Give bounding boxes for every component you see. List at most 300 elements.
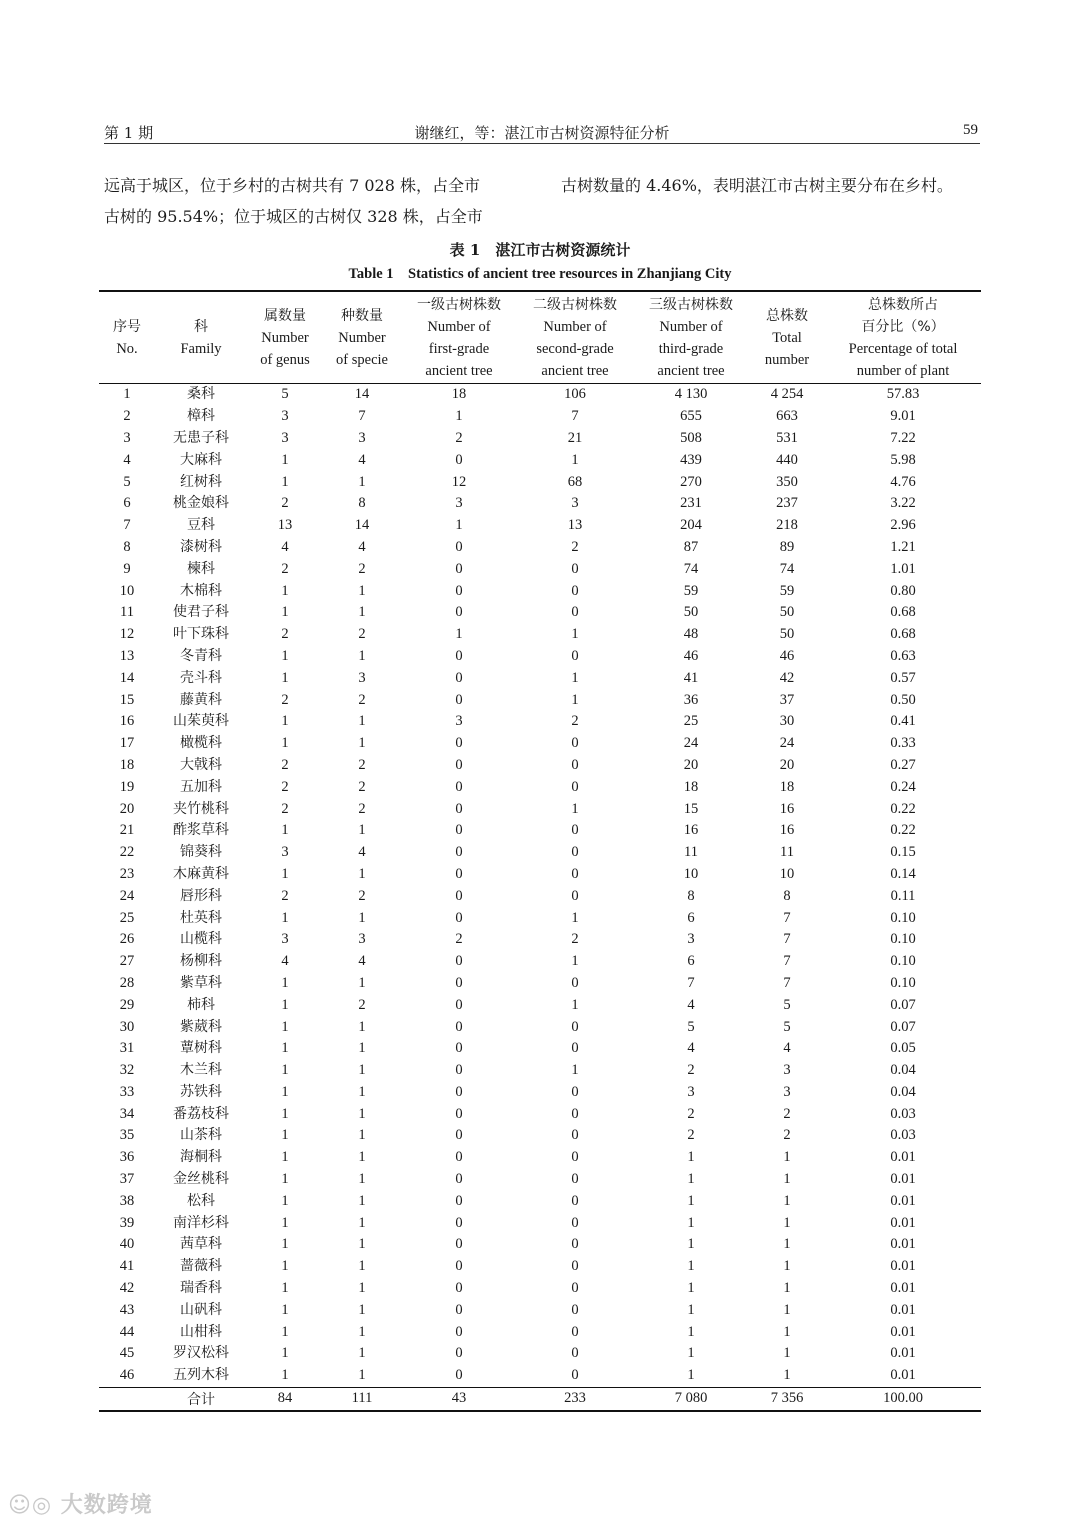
table-cell: 6 [687, 953, 695, 970]
table-cell: 无患子科 [173, 429, 229, 446]
table-cell: 木兰科 [180, 1062, 222, 1079]
table-cell: 7 [783, 974, 791, 991]
table-cell: 3 [783, 1062, 791, 1079]
table-cell: 0.07 [890, 996, 916, 1013]
table-cell: 1.21 [890, 538, 916, 555]
table-row [99, 798, 981, 820]
table-total-row [99, 1387, 981, 1411]
table-cell: 39 [119, 1214, 135, 1231]
table-cell: 蕈树科 [180, 1040, 222, 1057]
table-cell: 1 [571, 996, 579, 1013]
table-cell: 5 [687, 1018, 695, 1035]
table-cell: 1 [281, 473, 289, 490]
table-cell: 25 [683, 713, 699, 730]
table-cell: 0.05 [890, 1040, 916, 1057]
table-cell: 1 [783, 1301, 791, 1318]
table-cell: 五列木科 [173, 1367, 229, 1384]
table-cell: 15 [119, 691, 135, 708]
table-cell: 2 [687, 1062, 695, 1079]
table-cell: 紫葳科 [180, 1018, 222, 1035]
table-cell: 0 [455, 1345, 463, 1362]
table-row [99, 537, 981, 559]
column-header-line: 一级古树株数 [417, 297, 501, 313]
column-header [401, 291, 517, 384]
table-cell: 0.01 [890, 1345, 916, 1362]
table-cell: 33 [119, 1083, 135, 1100]
table-cell: 0.01 [890, 1367, 916, 1384]
table-cell: 2 [281, 887, 289, 904]
table-cell: 1 [281, 1214, 289, 1231]
table-cell: 3 [358, 669, 366, 686]
total-cell: 233 [517, 1387, 633, 1411]
table-cell: 1 [687, 1367, 695, 1384]
table-cell: 5 [281, 386, 289, 403]
table-cell: 0 [455, 1171, 463, 1188]
table-cell: 50 [779, 604, 795, 621]
table-cell: 13 [277, 517, 293, 534]
table-cell: 桃金娘科 [173, 495, 229, 512]
table-cell: 0.03 [890, 1105, 916, 1122]
table-cell: 1 [571, 691, 579, 708]
table-cell: 1 [358, 909, 366, 926]
table-cell: 350 [776, 473, 798, 490]
table-cell: 11 [120, 604, 134, 621]
column-header-line: ancient tree [657, 363, 725, 379]
table-cell: 苏铁科 [180, 1083, 222, 1100]
table-cell: 4 [123, 451, 131, 468]
table-cell: 1 [358, 604, 366, 621]
table-cell: 2 [281, 756, 289, 773]
table-cell: 1 [687, 1323, 695, 1340]
table-cell: 柿科 [187, 996, 215, 1013]
table-cell: 2 [687, 1127, 695, 1144]
table-cell: 8 [783, 887, 791, 904]
table-row [99, 667, 981, 689]
table-cell: 1 [358, 822, 366, 839]
table-cell: 42 [779, 669, 795, 686]
table-row [99, 384, 981, 406]
table-cell: 0.01 [890, 1192, 916, 1209]
table-cell: 1 [281, 1018, 289, 1035]
table-cell: 10 [119, 582, 135, 599]
table-cell: 3 [281, 844, 289, 861]
table-cell: 25 [119, 909, 135, 926]
table-cell: 1 [687, 1345, 695, 1362]
table-cell: 1 [358, 1105, 366, 1122]
table-cell: 1 [281, 822, 289, 839]
table-row [99, 1060, 981, 1082]
table-cell: 15 [683, 800, 699, 817]
table-cell: 24 [119, 887, 135, 904]
table-cell: 7 [123, 517, 131, 534]
text-line: 古树数量的 4.46%，表明湛江市古树主要分布在乡村。 [561, 176, 953, 195]
table-row [99, 842, 981, 864]
table-cell: 0.68 [890, 604, 916, 621]
table-row [99, 755, 981, 777]
table-cell: 0.22 [890, 800, 916, 817]
table-cell: 20 [119, 800, 135, 817]
table-cell: 0 [571, 1258, 579, 1275]
table-cell: 4 [687, 1040, 695, 1057]
table-cell: 0 [455, 1018, 463, 1035]
table-cell: 1 [281, 1171, 289, 1188]
total-cell: 111 [323, 1387, 401, 1411]
table-cell: 0.50 [890, 691, 916, 708]
table-cell: 木棉科 [180, 582, 222, 599]
table-cell: 16 [779, 822, 795, 839]
table-cell: 0 [455, 691, 463, 708]
total-cell: 7 080 [633, 1387, 749, 1411]
table-cell: 0.01 [890, 1323, 916, 1340]
table-cell: 酢浆草科 [173, 822, 229, 839]
table-cell: 0.27 [890, 756, 916, 773]
table-cell: 0 [571, 974, 579, 991]
column-header-line: 序号 [113, 319, 141, 335]
table-cell: 五加科 [180, 778, 222, 795]
table-cell: 18 [119, 756, 135, 773]
table-cell: 大戟科 [180, 756, 222, 773]
table-cell: 0 [455, 1192, 463, 1209]
table-cell: 38 [119, 1192, 135, 1209]
table-cell: 1 [783, 1236, 791, 1253]
table-cell: 1 [571, 451, 579, 468]
table-cell: 0 [571, 1149, 579, 1166]
table-cell: 663 [776, 408, 798, 425]
table-cell: 1 [281, 713, 289, 730]
table-cell: 0 [571, 1214, 579, 1231]
table-cell: 26 [119, 931, 135, 948]
table-cell: 24 [683, 735, 699, 752]
table-cell: 1 [358, 1367, 366, 1384]
column-header-line: second-grade [536, 341, 614, 357]
table-caption-cn: 表 1 湛江市古树资源统计 [449, 241, 631, 259]
table-cell: 237 [776, 495, 798, 512]
table-cell: 27 [119, 953, 135, 970]
table-cell: 1 [281, 669, 289, 686]
table-cell: 7 [783, 909, 791, 926]
column-header-line: Number of [427, 319, 491, 335]
table-cell: 3 [687, 1083, 695, 1100]
table-cell: 14 [354, 517, 370, 534]
table-cell: 1 [281, 1127, 289, 1144]
table-cell: 0 [571, 756, 579, 773]
table-cell: 0.04 [890, 1062, 916, 1079]
table-cell: 1 [571, 669, 579, 686]
table-cell: 1 [281, 865, 289, 882]
table-row [99, 1082, 981, 1104]
table-row [99, 1169, 981, 1191]
watermark-text: 大数跨境 [60, 1493, 153, 1518]
table-cell: 1 [571, 909, 579, 926]
watermark-logo-icon: ☺◎ [8, 1493, 61, 1518]
table-cell: 0.63 [890, 647, 916, 664]
table-cell: 0 [455, 538, 463, 555]
table-cell: 1 [358, 647, 366, 664]
table-cell: 10 [779, 865, 795, 882]
column-header-line: Total [772, 330, 802, 346]
table-cell: 89 [779, 538, 795, 555]
table-cell: 杨柳科 [180, 953, 222, 970]
table-row [99, 1234, 981, 1256]
table-cell: 0 [455, 1105, 463, 1122]
table-cell: 2 [571, 931, 579, 948]
table-cell: 0.10 [890, 974, 916, 991]
table-row [99, 558, 981, 580]
table-cell: 42 [119, 1280, 135, 1297]
table-cell: 0 [455, 582, 463, 599]
table-cell: 1 [455, 517, 463, 534]
table-cell: 14 [354, 386, 370, 403]
table-cell: 41 [683, 669, 699, 686]
table-cell: 0 [571, 844, 579, 861]
table-cell: 1 [358, 735, 366, 752]
table-cell: 1 [358, 582, 366, 599]
column-header-line: ancient tree [541, 363, 609, 379]
table-cell: 4 130 [674, 386, 708, 403]
table-cell: 3 [358, 931, 366, 948]
table-cell: 20 [779, 756, 795, 773]
table-cell: 3 [455, 495, 463, 512]
table-cell: 32 [119, 1062, 135, 1079]
table-cell: 1 [783, 1149, 791, 1166]
table-cell: 0.22 [890, 822, 916, 839]
table-cell: 0.68 [890, 626, 916, 643]
table-cell: 0 [571, 865, 579, 882]
table-cell: 12 [451, 473, 467, 490]
table-row [99, 973, 981, 995]
column-header-line: 三级古树株数 [649, 297, 733, 313]
table-cell: 0 [571, 822, 579, 839]
table-cell: 1 [571, 800, 579, 817]
table-cell: 叶下珠科 [173, 626, 229, 643]
column-header-line: Number [261, 330, 309, 346]
table-cell: 0 [455, 1214, 463, 1231]
table-cell: 40 [119, 1236, 135, 1253]
table-cell: 1 [455, 626, 463, 643]
table-cell: 37 [779, 691, 795, 708]
table-cell: 50 [683, 604, 699, 621]
table-cell: 0 [455, 909, 463, 926]
table-cell: 2 [281, 778, 289, 795]
table-cell: 3 [687, 931, 695, 948]
table-cell: 34 [119, 1105, 135, 1122]
table-cell: 12 [119, 626, 135, 643]
table-cell: 0 [455, 1301, 463, 1318]
table-cell: 0 [571, 582, 579, 599]
table-cell: 5 [783, 996, 791, 1013]
table-row [99, 624, 981, 646]
table-cell: 0 [455, 844, 463, 861]
table-cell: 1 [281, 1367, 289, 1384]
table-cell: 1 [358, 1192, 366, 1209]
table-cell: 1 [783, 1214, 791, 1231]
table-cell: 1 [783, 1280, 791, 1297]
table-cell: 3 [358, 429, 366, 446]
table-cell: 1 [358, 1171, 366, 1188]
table-row [99, 907, 981, 929]
table-cell: 20 [683, 756, 699, 773]
table-cell: 2 [358, 996, 366, 1013]
table-cell: 杜英科 [180, 909, 222, 926]
table-cell: 2 [358, 778, 366, 795]
table-cell: 74 [779, 560, 795, 577]
table-cell: 2 [571, 713, 579, 730]
table-cell: 1 [281, 1258, 289, 1275]
column-header-line: Percentage of total [848, 341, 958, 357]
table-cell: 1 [571, 1062, 579, 1079]
table-cell: 0.01 [890, 1214, 916, 1231]
running-header [104, 119, 980, 144]
table-row [99, 1016, 981, 1038]
column-header-line: number [764, 352, 810, 368]
column-header-line: Family [180, 341, 222, 357]
column-header-line: Number of [543, 319, 607, 335]
table-cell: 1 [358, 1323, 366, 1340]
table-cell: 0 [571, 1323, 579, 1340]
table-cell: 59 [779, 582, 795, 599]
table-cell: 0.01 [890, 1258, 916, 1275]
table-cell: 0 [455, 1127, 463, 1144]
table-cell: 46 [119, 1367, 135, 1384]
table-cell: 冬青科 [180, 647, 222, 664]
table-cell: 1 [783, 1192, 791, 1209]
table-cell: 唇形科 [180, 887, 222, 904]
table-cell: 2 [455, 931, 463, 948]
table-cell: 1 [281, 996, 289, 1013]
table-cell: 45 [119, 1345, 135, 1362]
table-cell: 0 [571, 735, 579, 752]
table-cell: 壳斗科 [180, 669, 222, 686]
table-cell: 0.10 [890, 931, 916, 948]
table-cell: 59 [683, 582, 699, 599]
column-header-line: number of plant [856, 363, 950, 379]
table-cell: 1 [358, 1236, 366, 1253]
table-cell: 2 [281, 495, 289, 512]
table-cell: 橄榄科 [180, 735, 222, 752]
table-cell: 2 [687, 1105, 695, 1122]
table-cell: 蔷薇科 [180, 1258, 222, 1275]
table-cell: 1 [783, 1345, 791, 1362]
table-row [99, 646, 981, 668]
table-cell: 10 [683, 865, 699, 882]
table-cell: 1 [281, 647, 289, 664]
table-cell: 松科 [187, 1192, 215, 1209]
table-cell: 5 [123, 473, 131, 490]
table-cell: 0 [571, 1083, 579, 1100]
tree-statistics-table [99, 290, 981, 1412]
table-cell: 41 [119, 1258, 135, 1275]
table-cell: 37 [119, 1171, 135, 1188]
table-cell: 2 [281, 691, 289, 708]
table-row [99, 994, 981, 1016]
table-body [99, 384, 981, 1388]
table-cell: 1 [358, 1040, 366, 1057]
table-cell: 50 [779, 626, 795, 643]
total-cell: 84 [247, 1387, 323, 1411]
table-header-row [99, 291, 981, 384]
table-cell: 0 [455, 865, 463, 882]
table-row [99, 689, 981, 711]
table-cell: 11 [780, 844, 794, 861]
table-cell: 1 [281, 582, 289, 599]
table-cell: 1 [571, 953, 579, 970]
table-cell: 藤黄科 [180, 691, 222, 708]
table-cell: 0.03 [890, 1127, 916, 1144]
table-cell: 655 [680, 408, 702, 425]
table-cell: 3 [123, 429, 131, 446]
table-cell: 440 [776, 451, 798, 468]
table-cell: 74 [683, 560, 699, 577]
table-cell: 1 [281, 1149, 289, 1166]
table-cell: 2 [281, 800, 289, 817]
table-row [99, 733, 981, 755]
table-cell: 7 [687, 974, 695, 991]
table-cell: 1 [358, 1127, 366, 1144]
table-cell: 紫草科 [180, 974, 222, 991]
total-cell: 合计 [155, 1387, 247, 1411]
table-row [99, 1038, 981, 1060]
column-header-line: first-grade [428, 341, 490, 357]
table-cell: 1 [281, 1062, 289, 1079]
table-cell: 1 [358, 1214, 366, 1231]
table-row [99, 776, 981, 798]
table-cell: 0 [455, 1040, 463, 1057]
column-header [155, 291, 247, 384]
table-cell: 1 [687, 1149, 695, 1166]
table-cell: 439 [680, 451, 702, 468]
table-cell: 2 [358, 691, 366, 708]
table-cell: 13 [119, 647, 135, 664]
column-header-line: of specie [336, 352, 388, 368]
table-cell: 金丝桃科 [173, 1171, 229, 1188]
table-cell: 0.80 [890, 582, 916, 599]
table-cell: 1 [358, 1083, 366, 1100]
table-cell: 山茶科 [180, 1127, 222, 1144]
table-cell: 4 [783, 1040, 791, 1057]
table-row [99, 580, 981, 602]
table-cell: 茜草科 [180, 1236, 222, 1253]
table-cell: 508 [680, 429, 702, 446]
table-cell: 0.24 [890, 778, 916, 795]
table-cell: 2 [455, 429, 463, 446]
table-cell: 16 [779, 800, 795, 817]
table-cell: 1 [281, 974, 289, 991]
table-cell: 0 [571, 647, 579, 664]
table-cell: 1.01 [890, 560, 916, 577]
table-cell: 1 [358, 974, 366, 991]
table-cell: 1 [281, 1236, 289, 1253]
table-cell: 18 [683, 778, 699, 795]
table-row [99, 885, 981, 907]
table-cell: 豆科 [187, 517, 215, 534]
table-cell: 0.01 [890, 1301, 916, 1318]
table-cell: 1 [281, 1345, 289, 1362]
column-header-line: 总株数所占 [868, 297, 938, 313]
table-cell: 1 [281, 909, 289, 926]
table-cell: 2.96 [890, 517, 916, 534]
table-cell: 17 [119, 735, 135, 752]
table-row [99, 1147, 981, 1169]
table-cell: 0 [571, 1192, 579, 1209]
running-title: 谢继红，等：湛江市古树资源特征分析 [414, 124, 670, 142]
table-cell: 0 [455, 778, 463, 795]
table-cell: 漆树科 [180, 538, 222, 555]
table-cell: 0 [571, 1127, 579, 1144]
table-cell: 1 [571, 626, 579, 643]
table-cell: 36 [683, 691, 699, 708]
table-cell: 68 [567, 473, 583, 490]
table-row [99, 929, 981, 951]
